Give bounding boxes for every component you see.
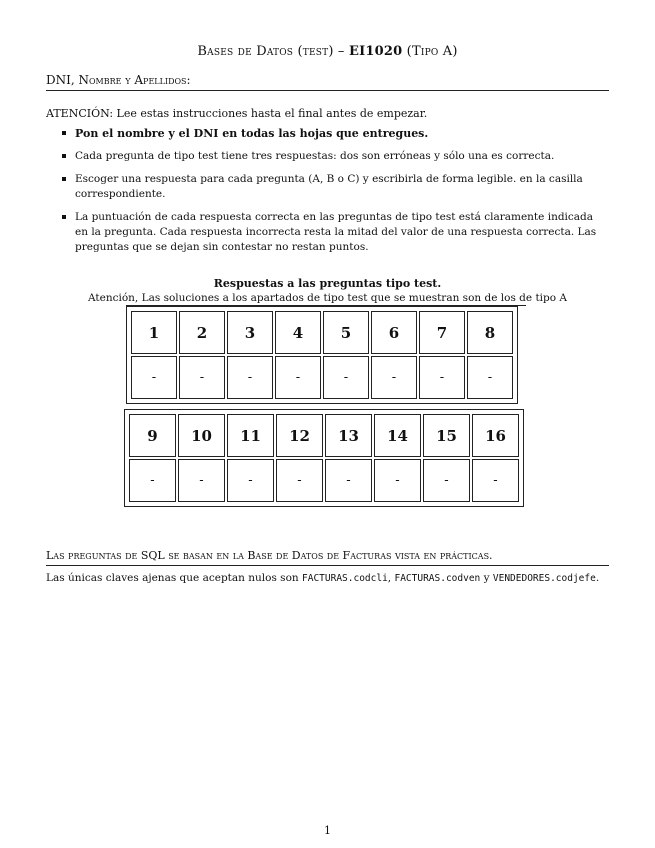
answer-cell[interactable]: - — [227, 459, 274, 502]
question-number-cell: 15 — [423, 414, 470, 457]
answer-cell[interactable]: - — [419, 356, 465, 399]
answer-cell[interactable]: - — [323, 356, 369, 399]
list-item — [46, 210, 609, 255]
question-number-cell: 6 — [371, 311, 417, 354]
dni-name-field[interactable]: DNI, Nombre y Apellidos: — [46, 73, 609, 91]
attention-text: ATENCIÓN: Lee estas instrucciones hasta el final antes de empezar. — [46, 107, 428, 120]
bullet-icon — [62, 177, 66, 181]
answers-grid-2 — [124, 409, 524, 507]
answer-cell[interactable]: - — [325, 459, 372, 502]
answer-row — [129, 459, 519, 502]
answer-cell[interactable]: - — [276, 459, 323, 502]
foreign-key-1: FACTURAS.codcli — [302, 573, 388, 584]
answers-title: Respuestas a las preguntas tipo test. — [213, 277, 442, 290]
question-number-cell: 8 — [467, 311, 513, 354]
instruction-text: Escoger una respuesta para cada pregunta (A, B o C) y escribirla de forma legible. en la casilla correspondiente. — [75, 173, 583, 200]
bullet-icon — [62, 154, 66, 158]
answer-cell[interactable]: - — [275, 356, 321, 399]
answer-cell[interactable]: - — [129, 459, 176, 502]
question-number-cell: 1 — [131, 311, 177, 354]
answer-cell[interactable]: - — [371, 356, 417, 399]
course-name: Bases de Datos (test) – — [197, 44, 349, 59]
answer-cell[interactable]: - — [179, 356, 225, 399]
list-item — [46, 126, 609, 141]
answer-cell[interactable]: - — [467, 356, 513, 399]
question-number-cell: 5 — [323, 311, 369, 354]
sql-note-sep2: y — [480, 572, 493, 584]
sql-note-prefix: Las únicas claves ajenas que aceptan nulos son — [46, 572, 302, 584]
sql-note — [46, 572, 616, 584]
question-number-row — [129, 414, 519, 457]
question-number-row — [131, 311, 513, 354]
question-number-cell: 11 — [227, 414, 274, 457]
answers-grid-1 — [126, 306, 518, 404]
page-number: 1 — [324, 824, 331, 837]
list-item — [46, 149, 609, 164]
answer-cell[interactable]: - — [472, 459, 519, 502]
answer-cell[interactable]: - — [227, 356, 273, 399]
question-number-cell: 7 — [419, 311, 465, 354]
bullet-icon — [62, 215, 66, 219]
instruction-text: La puntuación de cada respuesta correcta en las preguntas de tipo test está claramente indicada en la pregunta. Cada respuesta incorrecta resta la mitad del valor de una respuesta correcta. Las preguntas que se dejan sin contestar no restan puntos. — [75, 211, 597, 253]
sql-note-suffix: . — [595, 572, 600, 584]
answers-table-1 — [129, 309, 515, 401]
answer-cell[interactable]: - — [131, 356, 177, 399]
answer-cell[interactable]: - — [178, 459, 225, 502]
question-number-cell: 13 — [325, 414, 372, 457]
answer-row — [131, 356, 513, 399]
instructions-list — [46, 126, 609, 263]
instruction-text: Cada pregunta de tipo test tiene tres respuestas: dos son erróneas y sólo una es correcta. — [75, 150, 555, 162]
exam-type: (Tipo A) — [402, 44, 458, 59]
question-number-cell: 4 — [275, 311, 321, 354]
answers-note — [0, 292, 655, 304]
instruction-text: Pon el nombre y el DNI en todas las hojas que entregues. — [75, 127, 429, 140]
question-number-cell: 9 — [129, 414, 176, 457]
question-number-cell: 2 — [179, 311, 225, 354]
list-item — [46, 172, 609, 202]
answers-table-2 — [127, 412, 521, 504]
foreign-key-3: VENDEDORES.codjefe — [492, 573, 596, 584]
answer-cell[interactable]: - — [423, 459, 470, 502]
question-number-cell: 3 — [227, 311, 273, 354]
sql-note-sep1: , — [387, 572, 395, 584]
course-code: EI1020 — [348, 44, 403, 59]
question-number-cell: 12 — [276, 414, 323, 457]
question-number-cell: 10 — [178, 414, 225, 457]
question-number-cell: 14 — [374, 414, 421, 457]
sql-section-heading: Las preguntas de SQL se basan en la Base de Datos de Facturas vista en prácticas. — [46, 549, 609, 566]
page-header — [0, 44, 655, 59]
foreign-key-2: FACTURAS.codven — [394, 573, 481, 584]
question-number-cell: 16 — [472, 414, 519, 457]
answers-note-text: Atención, Las soluciones a los apartados de tipo test que se muestran son de los de tipo A — [88, 292, 567, 304]
answer-cell[interactable]: - — [374, 459, 421, 502]
bullet-icon — [62, 131, 66, 135]
